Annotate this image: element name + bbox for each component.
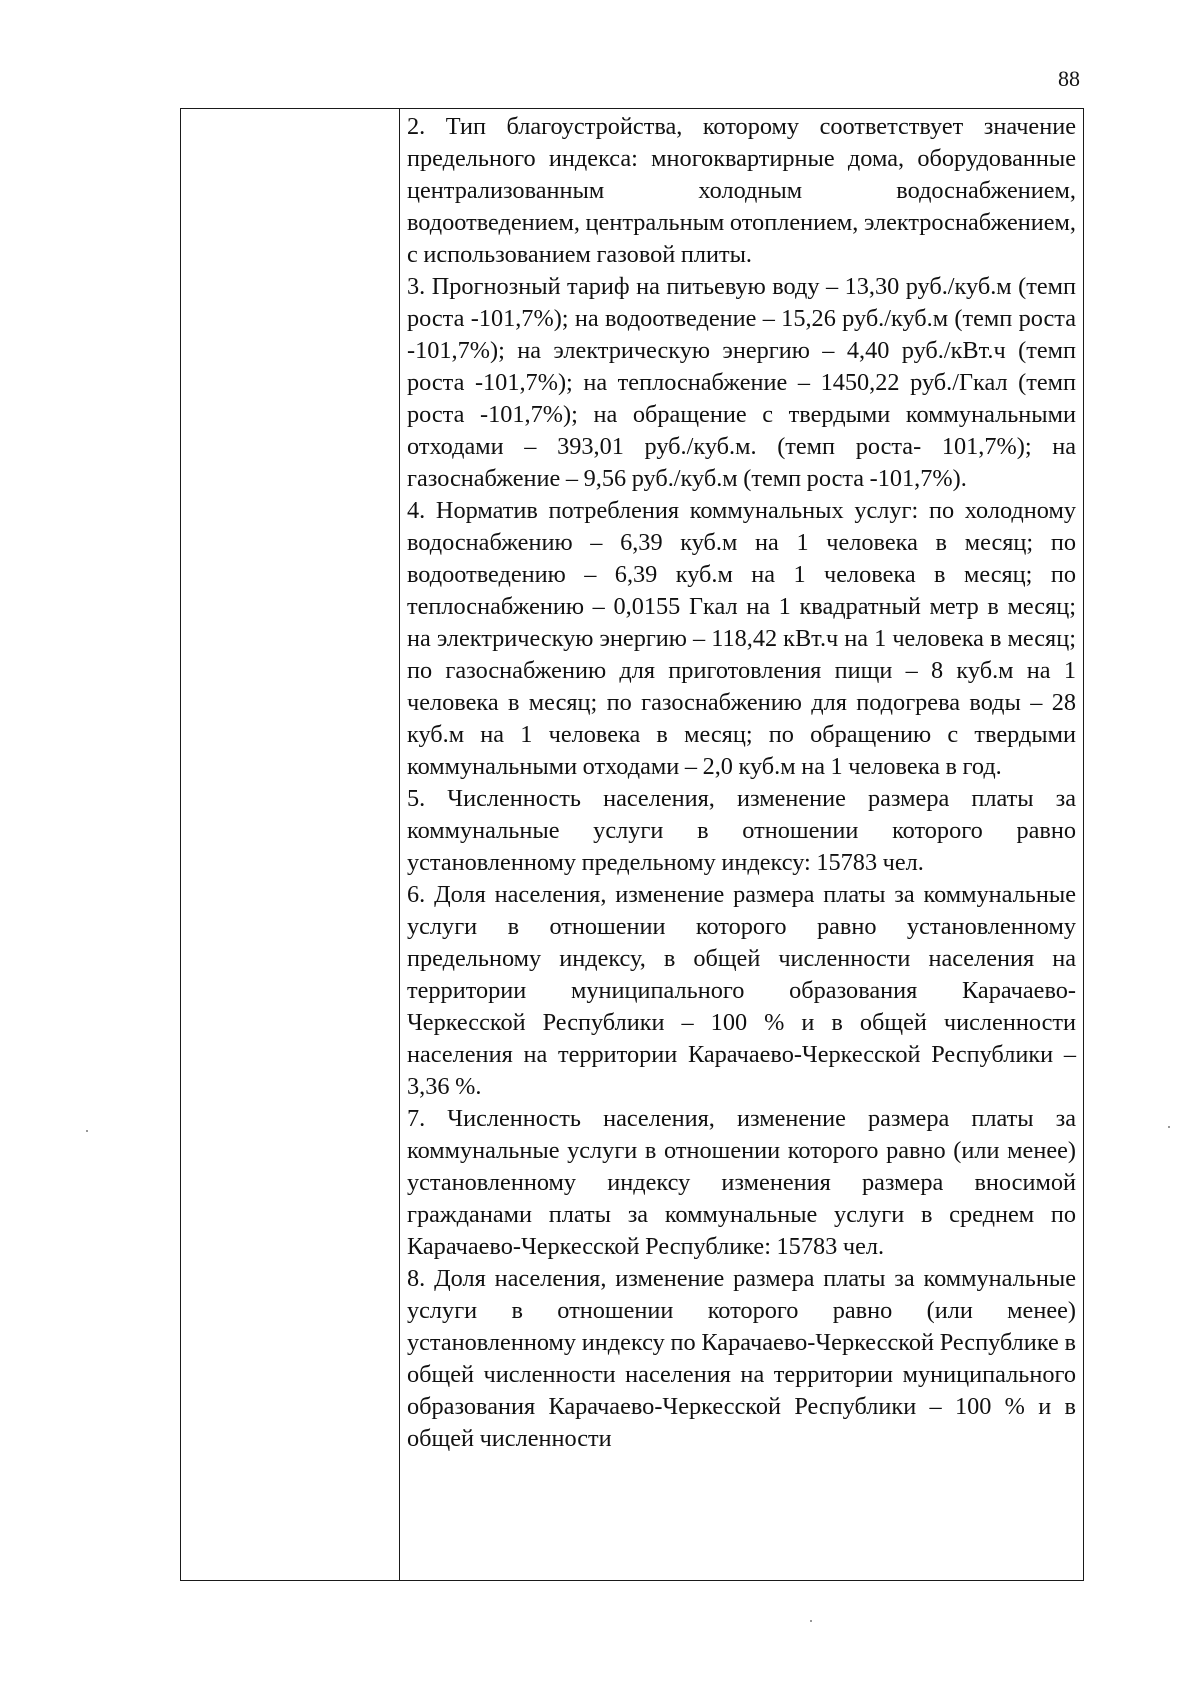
item-2-housing-type: 2. Тип благоустройства, которому соответствует значение предельного индекса: многоквартирные дома, оборудованные централизованным холодным водоснабжением, водоотведением, центральным отоплением, электроснабжением, с использованием газовой плиты. bbox=[407, 113, 1076, 268]
item-4-consumption-norms: 4. Норматив потребления коммунальных услуг: по холодному водоснабжению – 6,39 куб.м на 1 человека в месяц; по водоотведению – 6,39 куб.м на 1 человека в месяц; по теплоснабжению – 0,0155 Гкал на 1 квадратный метр в месяц; на электрическую энергию – 118,42 кВт.ч на 1 человека в месяц; по газоснабжению для приготовления пищи – 8 куб.м на 1 человека в месяц; по газоснабжению для подогрева воды – 28 куб.м на 1 человека в месяц; по обращению с твердыми коммунальными отходами – 2,0 куб.м на 1 человека в год. bbox=[407, 497, 1076, 780]
scan-speck bbox=[86, 1130, 88, 1132]
table-cell-left bbox=[181, 109, 400, 1580]
table-cell-right bbox=[400, 109, 1085, 1580]
item-5-population-count: 5. Численность населения, изменение размера платы за коммунальные услуги в отношении которого равно установленному предельному индексу: 15783 чел. bbox=[407, 785, 1076, 876]
item-3-forecast-tariffs: 3. Прогнозный тариф на питьевую воду – 13,30 руб./куб.м (темп роста -101,7%); на водоотведение – 15,26 руб./куб.м (темп роста -101,7%); на электрическую энергию – 4,40 руб./кВт.ч (темп роста -101,7%); на теплоснабжение – 1450,22 руб./Гкал (темп роста -101,7%); на обращение с твердыми коммунальными отходами – 393,01 руб./куб.м. (темп роста- 101,7%); на газоснабжение – 9,56 руб./куб.м (темп роста -101,7%). bbox=[407, 273, 1076, 492]
page-number: 88 bbox=[1058, 66, 1080, 91]
item-7-population-count-average: 7. Численность населения, изменение размера платы за коммунальные услуги в отношении которого равно (или менее) установленному индексу изменения размера вносимой гражданами платы за коммунальные услуги в среднем по Карачаево-Черкесской Республике: 15783 чел. bbox=[407, 1105, 1076, 1260]
scan-speck bbox=[810, 1620, 812, 1622]
item-8-population-share-average: 8. Доля населения, изменение размера платы за коммунальные услуги в отношении которого равно (или менее) установленному индексу по Карачаево-Черкесской Республике в общей численности населения на территории муниципального образования Карачаево-Черкесской Республики – 100 % и в общей численности bbox=[407, 1265, 1076, 1452]
document-table bbox=[180, 108, 1084, 1581]
scan-speck bbox=[1168, 1126, 1170, 1128]
item-6-population-share: 6. Доля населения, изменение размера платы за коммунальные услуги в отношении которого равно установленному предельному индексу, в общей численности населения на территории муниципального образования Карачаево-Черкесской Республики – 100 % и в общей численности населения на территории Карачаево-Черкесской Республики – 3,36 %. bbox=[407, 881, 1076, 1100]
